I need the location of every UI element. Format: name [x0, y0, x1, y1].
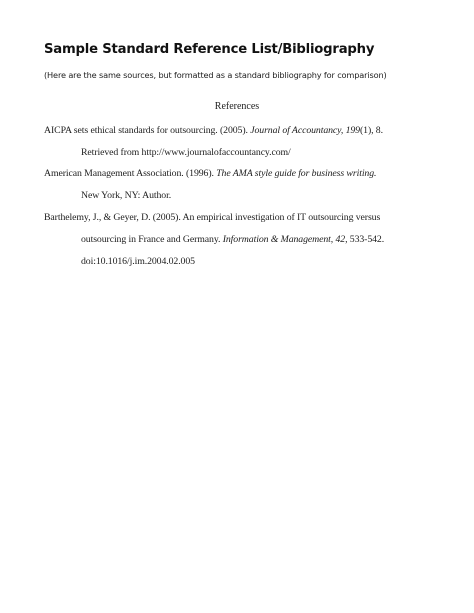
- reference-entry-barthelemy-doi: [81, 256, 195, 267]
- reference-doi: doi:10.1016/j.im.2004.02.005: [81, 256, 195, 267]
- reference-entry-barthelemy-continued: [81, 234, 384, 245]
- reference-entry-aicpa: [44, 125, 383, 136]
- reference-journal: Journal of Accountancy, 199: [250, 125, 360, 136]
- reference-entry-aicpa-continued: [81, 147, 291, 158]
- page-title: Sample Standard Reference List/Bibliography: [44, 42, 375, 57]
- page-subtitle: (Here are the same sources, but formatted as a standard bibliography for comparison): [44, 70, 387, 80]
- reference-text: (1), 8.: [359, 125, 383, 136]
- reference-book-title: The AMA style guide for business writing.: [216, 168, 377, 179]
- reference-text: AICPA sets ethical standards for outsourcing. (2005).: [44, 125, 251, 136]
- reference-text: , 533-542.: [345, 234, 385, 245]
- reference-text: outsourcing in France and Germany.: [81, 234, 223, 245]
- reference-journal: Information & Management, 42: [222, 234, 346, 245]
- reference-entry-ama: [44, 168, 376, 179]
- reference-text: American Management Association. (1996).: [44, 168, 217, 179]
- reference-text: New York, NY: Author.: [81, 190, 172, 201]
- references-heading: References: [214, 101, 260, 112]
- reference-url: Retrieved from http://www.journalofaccountancy.com/: [81, 147, 291, 158]
- reference-text: Barthelemy, J., & Geyer, D. (2005). An empirical investigation of IT outsourcing versus: [44, 212, 381, 223]
- reference-entry-ama-continued: [81, 190, 171, 201]
- reference-entry-barthelemy: [44, 212, 380, 223]
